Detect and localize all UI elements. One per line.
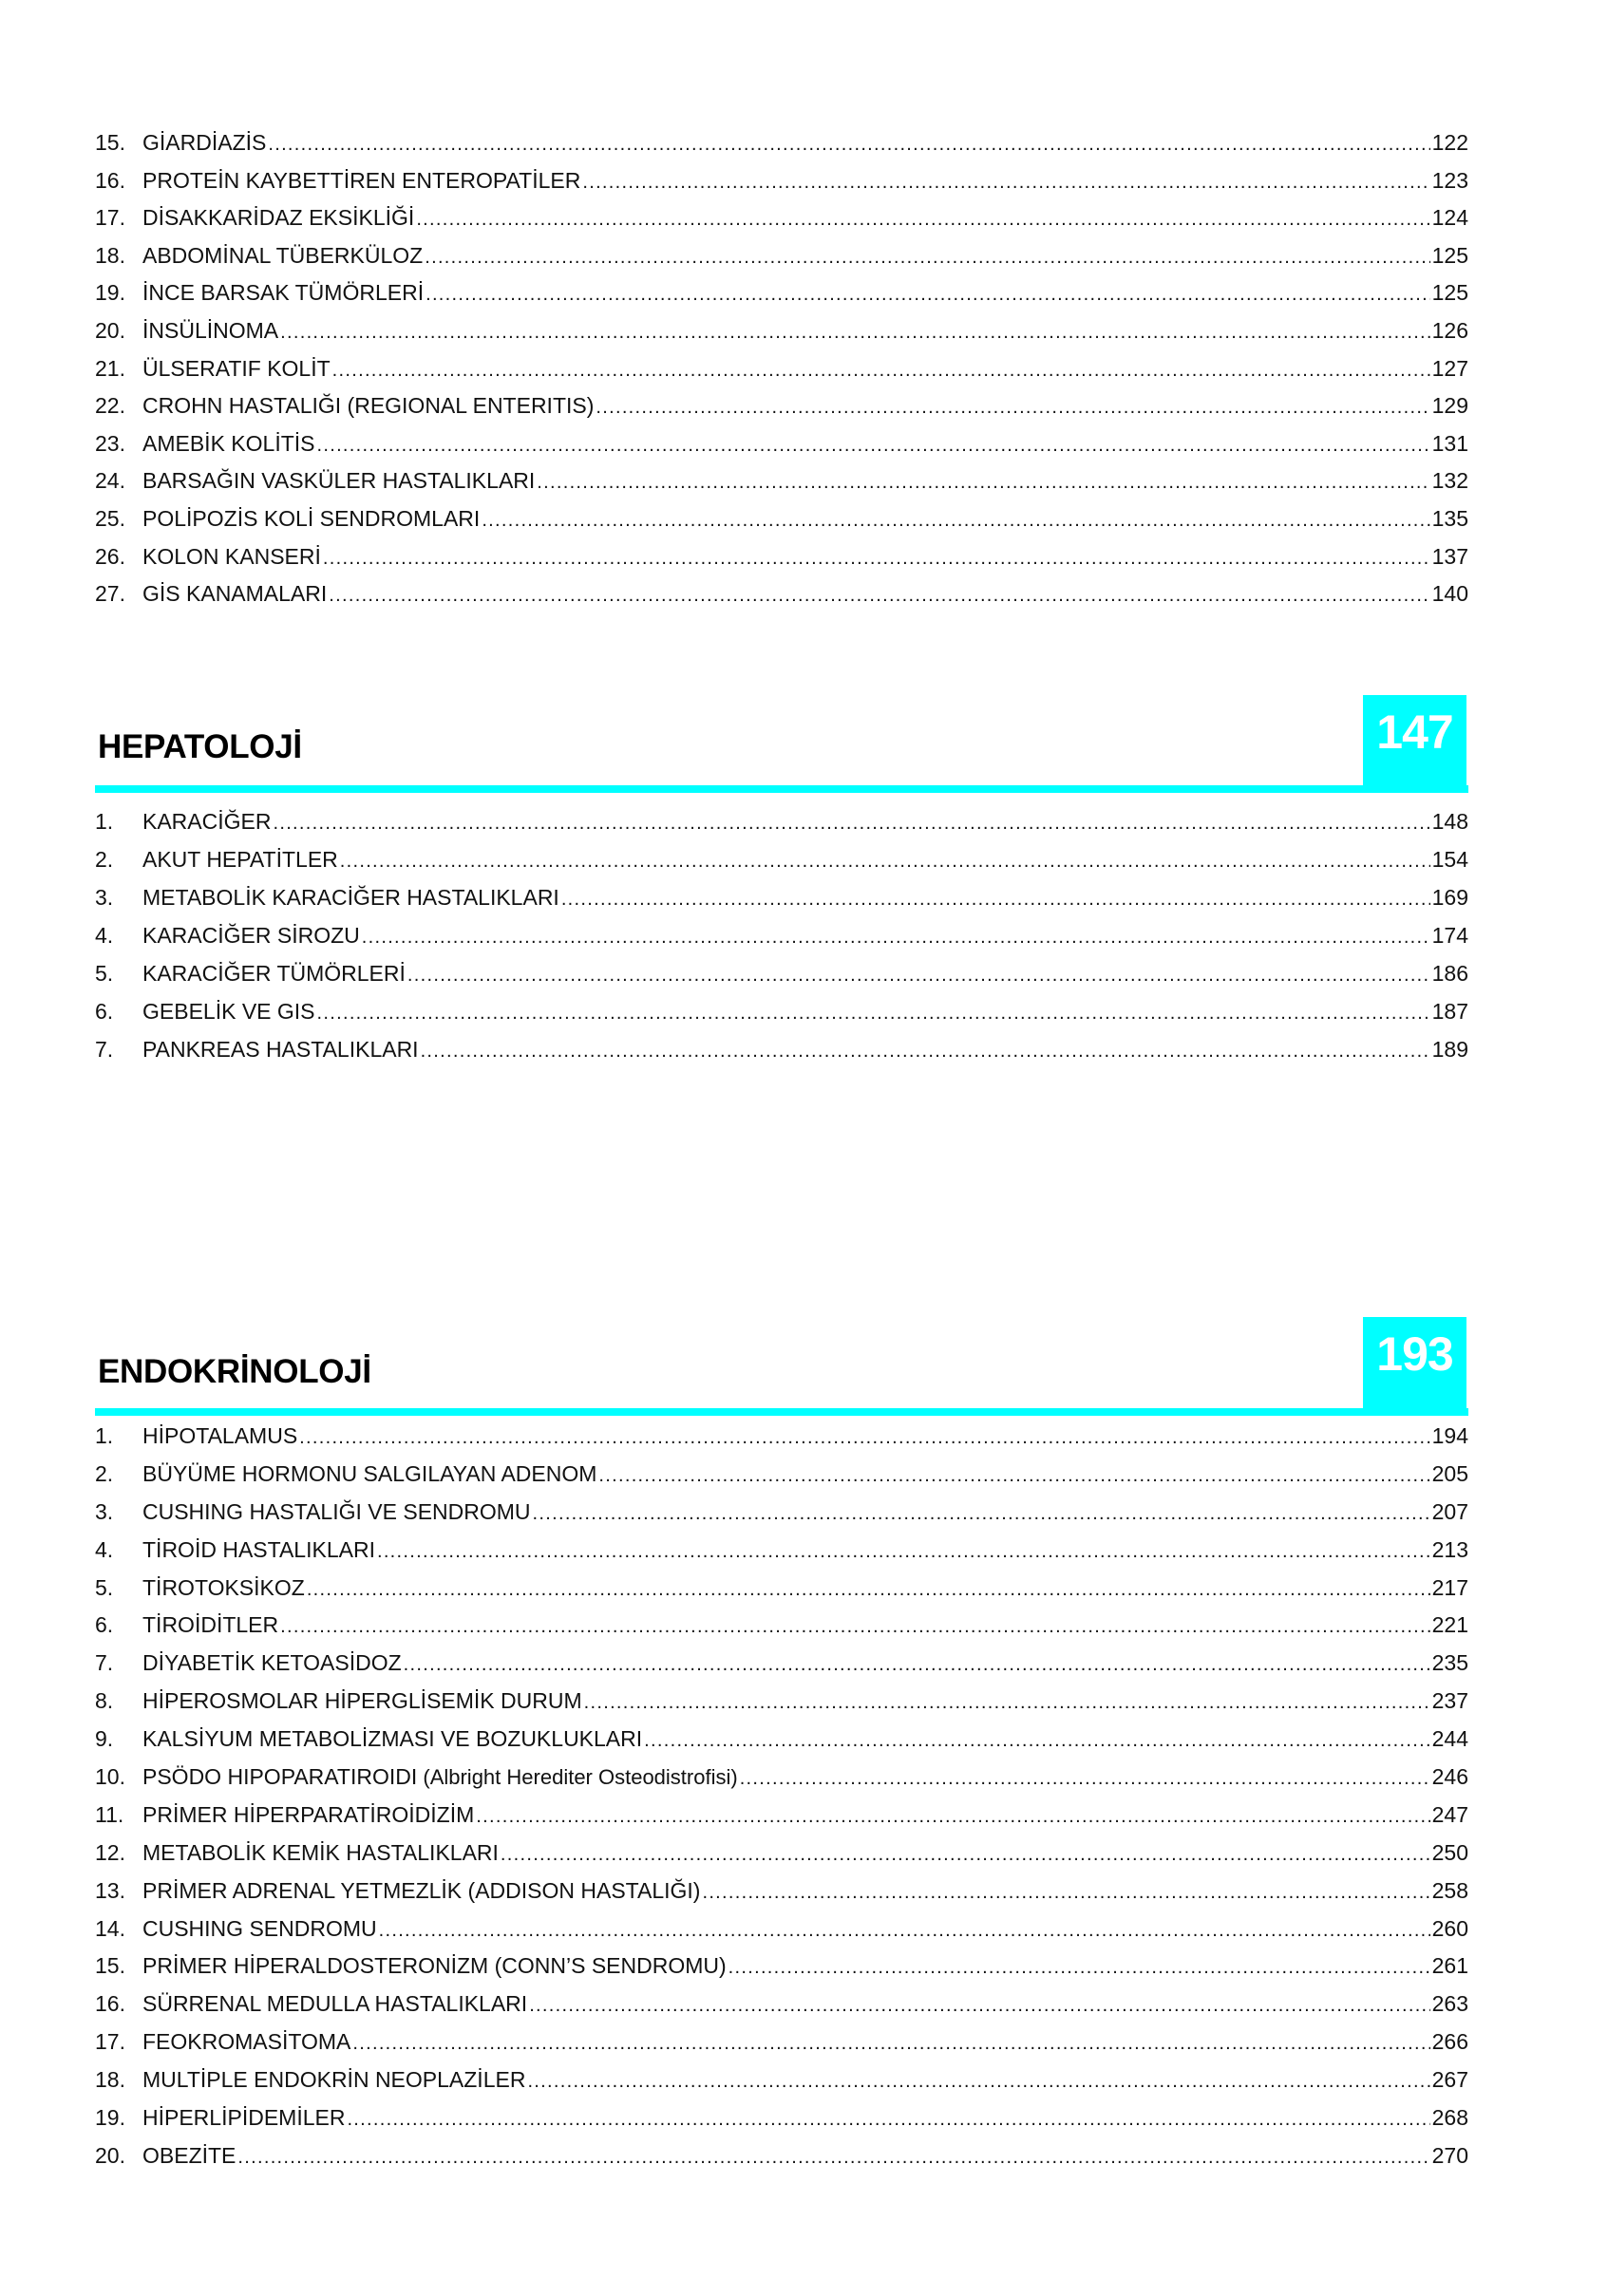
toc-entry[interactable] [95,878,1468,916]
dot-leader [280,1609,1430,1645]
dot-leader [482,502,1429,538]
entry-title-text: AKUT HEPATİTLER [142,847,338,872]
entry-page-number: 261 [1431,1953,1468,1979]
entry-page-number: 124 [1431,205,1468,231]
entry-number: 17. [95,2029,125,2055]
section-start-page-box [1363,695,1466,793]
entry-number: 5. [95,1574,114,1600]
dot-leader [527,2063,1429,2099]
section-start-page-number: 193 [1376,1327,1453,1381]
entry-title-text: OBEZİTE [142,2142,236,2168]
entry-title [142,350,331,388]
entry-page-number: 244 [1431,1726,1468,1752]
entry-number: 19. [95,280,125,306]
section-divider-bar [95,1408,1468,1416]
entry-page-number: 217 [1431,1574,1468,1600]
dot-leader [323,540,1430,576]
entry-title [142,1835,499,1873]
entry-title-text: HİPERLİPİDEMİLER [142,2105,346,2131]
entry-title [142,1607,278,1645]
entry-number: 1. [95,1423,114,1448]
entry-title [142,575,327,613]
entry-title-text: TİROTOKSİKOZ [142,1574,305,1600]
dot-leader [377,1534,1430,1570]
entry-page-number: 246 [1431,1764,1468,1790]
entry-number: 27. [95,581,125,607]
entry-title-text: PRİMER HİPERPARATİROİDİZİM [142,1801,475,1827]
entry-title [142,878,559,916]
dot-leader [237,2139,1429,2175]
toc-list-endokrinoloji [95,1418,1468,2175]
entry-page-number: 268 [1431,2105,1468,2131]
dot-leader [268,126,1429,162]
dot-leader [425,239,1429,275]
entry-number: 1. [95,809,114,834]
toc-entry[interactable] [95,802,1468,840]
entry-page-number: 122 [1431,130,1468,155]
toc-entry[interactable] [95,1759,1468,1797]
entry-title [142,1494,531,1532]
entry-title [142,2061,525,2099]
entry-title-text: BARSAĞIN VASKÜLER HASTALIKLARI [142,468,536,494]
entry-title-text: KARACİĞER TÜMÖRLERİ [142,961,406,986]
entry-page-number: 207 [1431,1498,1468,1524]
entry-page-number: 131 [1431,430,1468,456]
entry-title-text: SÜRRENAL MEDULLA HASTALIKLARI [142,1991,528,2017]
toc-entry[interactable] [95,199,1468,237]
toc-entry[interactable] [95,840,1468,878]
toc-entry[interactable] [95,1030,1468,1068]
section-divider-bar [95,785,1468,793]
entry-title-text: CUSHING SENDROMU [142,1915,377,1941]
entry-title [142,1759,738,1797]
section-title: HEPATOLOJİ [98,728,302,765]
dot-leader [740,1760,1430,1797]
toc-entry[interactable] [95,162,1468,200]
toc-entry[interactable] [95,1645,1468,1683]
toc-entry[interactable] [95,237,1468,275]
entry-page-number: 258 [1431,1877,1468,1903]
entry-page-number: 125 [1431,280,1468,306]
toc-entry[interactable] [95,575,1468,613]
entry-number: 16. [95,167,125,193]
entry-number: 21. [95,355,125,381]
entry-page-number: 148 [1431,809,1468,834]
entry-page-number: 194 [1431,1423,1468,1448]
entry-title-text: ÜLSERATIF KOLİT [142,355,331,381]
entry-title-text: GİS KANAMALARI [142,581,328,607]
entry-number: 8. [95,1688,114,1714]
entry-title [142,237,423,275]
dot-leader [299,1420,1429,1456]
entry-title [142,500,480,538]
toc-entry[interactable] [95,1985,1468,2023]
entry-title [142,312,278,350]
dot-leader [317,994,1430,1030]
toc-entry[interactable] [95,312,1468,350]
entry-number: 5. [95,961,114,986]
entry-number: 6. [95,1612,114,1638]
dot-leader [426,276,1430,312]
dot-leader [317,427,1430,463]
entry-number: 13. [95,1877,125,1903]
entry-number: 20. [95,2142,125,2168]
entry-number: 19. [95,2105,125,2131]
entry-number: 20. [95,317,125,343]
toc-entry[interactable] [95,1797,1468,1835]
dot-leader [596,389,1429,425]
entry-title [142,425,315,463]
dot-leader [273,804,1429,840]
entry-number: 10. [95,1764,125,1790]
entry-page-number: 186 [1431,961,1468,986]
entry-title [142,1985,527,2023]
entry-page-number: 140 [1431,581,1468,607]
entry-page-number: 270 [1431,2142,1468,2168]
entry-page-number: 135 [1431,505,1468,531]
entry-page-number: 260 [1431,1915,1468,1941]
entry-title-text: HİPOTALAMUS [142,1423,298,1448]
entry-title [142,1948,727,1985]
entry-page-number: 189 [1431,1037,1468,1062]
entry-number: 6. [95,999,114,1024]
entry-title-text: KALSİYUM METABOLİZMASI VE BOZUKLUKLARI [142,1726,643,1752]
entry-title-text: KARACİĞER [142,809,272,834]
entry-number: 9. [95,1726,114,1752]
entry-title-text: GEBELİK VE GIS [142,999,315,1024]
toc-entry[interactable] [95,1456,1468,1494]
entry-title [142,1532,375,1570]
entry-title-text: METABOLİK KEMİK HASTALIKLARI [142,1839,499,1865]
dot-leader [379,1912,1430,1948]
entry-page-number: 266 [1431,2029,1468,2055]
entry-number: 17. [95,205,125,231]
dot-leader [340,842,1430,878]
dot-leader [329,577,1429,613]
entry-title [142,954,406,992]
dot-leader [537,464,1429,500]
entry-title-text: PSÖDO HIPOPARATIROIDI [142,1764,418,1790]
dot-leader [529,1987,1429,2023]
entry-title [142,1797,474,1835]
entry-title [142,992,315,1030]
entry-title-text: PRİMER ADRENAL YETMEZLİK (ADDISON HASTALIĞI) [142,1877,701,1903]
toc-entry[interactable] [95,1607,1468,1645]
entry-page-number: 187 [1431,999,1468,1024]
entry-title [142,1873,700,1910]
entry-title-text: GİARDİAZİS [142,130,267,155]
entry-page-number: 250 [1431,1839,1468,1865]
entry-title [142,387,594,425]
toc-list-hepatoloji [95,802,1468,1068]
entry-number: 18. [95,2067,125,2093]
entry-title [142,538,321,576]
entry-page-number: 267 [1431,2067,1468,2093]
dot-leader [598,1458,1429,1494]
dot-leader [347,2101,1429,2137]
toc-entry[interactable] [95,1835,1468,1873]
toc-entry[interactable] [95,992,1468,1030]
toc-entry[interactable] [95,2099,1468,2137]
entry-title-text: AMEBİK KOLİTİS [142,430,315,456]
entry-title-text: MULTİPLE ENDOKRİN NEOPLAZİLER [142,2067,526,2093]
entry-page-number: 221 [1431,1612,1468,1638]
toc-entry[interactable] [95,1948,1468,1985]
section-title: ENDOKRİNOLOJİ [98,1353,371,1390]
entry-number: 4. [95,923,114,948]
dot-leader [582,164,1429,200]
entry-number: 2. [95,1460,114,1486]
entry-number: 3. [95,885,114,910]
entry-number: 7. [95,1037,114,1062]
entry-title [142,1030,419,1068]
entry-number: 11. [95,1801,124,1827]
toc-entry[interactable] [95,124,1468,162]
entry-number: 18. [95,242,125,268]
entry-title [142,162,580,200]
entry-title-text: METABOLİK KARACİĞER HASTALIKLARI [142,885,559,910]
entry-title-text: CROHN HASTALIĞI (REGIONAL ENTERITIS) [142,393,595,419]
entry-page-number: 125 [1431,242,1468,268]
entry-page-number: 154 [1431,847,1468,872]
entry-title-text: KOLON KANSERİ [142,543,321,569]
toc-entry[interactable] [95,387,1468,425]
dot-leader [416,201,1429,237]
entry-title-text: KARACİĞER SİROZU [142,923,360,948]
entry-number: 25. [95,505,125,531]
entry-number: 23. [95,430,125,456]
entry-number: 16. [95,1991,125,2017]
entry-number: 22. [95,393,125,419]
dot-leader [332,352,1430,388]
entry-title-text: DİSAKKARİDAZ EKSİKLİĞİ [142,205,415,231]
entry-page-number: 213 [1431,1536,1468,1562]
toc-entry[interactable] [95,1683,1468,1721]
toc-entry[interactable] [95,462,1468,500]
toc-list-gis-continued [95,124,1468,613]
dot-leader [404,1647,1430,1683]
entry-title [142,1910,377,1948]
section-start-page-number: 147 [1376,706,1453,759]
entry-title [142,1570,305,1608]
entry-title-text: ABDOMİNAL TÜBERKÜLOZ [142,242,424,268]
entry-title [142,1418,297,1456]
entry-title [142,1721,642,1759]
dot-leader [476,1798,1429,1835]
entry-title-text: PROTEİN KAYBETTİREN ENTEROPATİLER [142,167,581,193]
entry-number: 12. [95,1839,125,1865]
toc-entry[interactable] [95,274,1468,312]
entry-number: 26. [95,543,125,569]
entry-title [142,1456,596,1494]
entry-title [142,916,360,954]
entry-title [142,2023,350,2061]
toc-entry[interactable] [95,2023,1468,2061]
entry-page-number: 247 [1431,1801,1468,1827]
entry-number: 4. [95,1536,114,1562]
entry-title-text: BÜYÜME HORMONU SALGILAYAN ADENOM [142,1460,597,1486]
entry-title-text: DİYABETİK KETOASİDOZ [142,1650,402,1676]
dot-leader [702,1874,1429,1910]
entry-page-number: 129 [1431,393,1468,419]
entry-title [142,840,338,878]
toc-entry[interactable] [95,1570,1468,1608]
entry-number: 7. [95,1650,114,1676]
entry-page-number: 205 [1431,1460,1468,1486]
entry-title [142,1645,402,1683]
entry-page-number: 126 [1431,317,1468,343]
section-start-page-box [1363,1317,1466,1416]
toc-entry[interactable] [95,425,1468,463]
entry-page-number: 123 [1431,167,1468,193]
entry-title-text: CUSHING HASTALIĞI VE SENDROMU [142,1498,531,1524]
toc-entry[interactable] [95,1721,1468,1759]
toc-entry[interactable] [95,1873,1468,1910]
entry-title [142,802,271,840]
toc-entry[interactable] [95,1532,1468,1570]
entry-subtitle: (Albright Herediter Osteodistrofisi) [417,1765,738,1790]
entry-title-text: POLİPOZİS KOLİ SENDROMLARI [142,505,481,531]
entry-number: 15. [95,1953,125,1979]
dot-leader [561,880,1430,916]
entry-number: 3. [95,1498,114,1524]
entry-title-text: PRİMER HİPERALDOSTERONİZM (CONN’S SENDROMU) [142,1953,727,1979]
entry-title-text: İNCE BARSAK TÜMÖRLERİ [142,280,425,306]
dot-leader [644,1722,1429,1759]
dot-leader [533,1496,1430,1532]
dot-leader [307,1571,1430,1608]
entry-number: 14. [95,1915,125,1941]
entry-page-number: 132 [1431,468,1468,494]
dot-leader [407,956,1430,992]
entry-page-number: 237 [1431,1688,1468,1714]
entry-title-text: HİPEROSMOLAR HİPERGLİSEMİK DURUM [142,1688,582,1714]
entry-title [142,462,535,500]
toc-entry[interactable] [95,2137,1468,2175]
entry-title-text: FEOKROMASİTOMA [142,2029,351,2055]
toc-entry[interactable] [95,954,1468,992]
toc-entry[interactable] [95,916,1468,954]
toc-entry[interactable] [95,2061,1468,2099]
entry-title [142,199,414,237]
entry-page-number: 263 [1431,1991,1468,2017]
dot-leader [352,2025,1429,2061]
dot-leader [584,1684,1430,1721]
toc-entry[interactable] [95,350,1468,388]
entry-title-text: PANKREAS HASTALIKLARI [142,1037,419,1062]
dot-leader [421,1032,1430,1068]
entry-page-number: 169 [1431,885,1468,910]
entry-title-text: İNSÜLİNOMA [142,317,279,343]
toc-entry[interactable] [95,538,1468,576]
entry-title [142,1683,582,1721]
toc-entry[interactable] [95,1910,1468,1948]
dot-leader [362,918,1430,954]
entry-page-number: 127 [1431,355,1468,381]
entry-title [142,124,266,162]
dot-leader [501,1836,1430,1873]
toc-entry[interactable] [95,1494,1468,1532]
entry-number: 15. [95,130,125,155]
dot-leader [280,314,1429,350]
entry-title [142,2137,236,2175]
entry-number: 24. [95,468,125,494]
entry-page-number: 174 [1431,923,1468,948]
entry-title [142,2099,345,2137]
entry-page-number: 137 [1431,543,1468,569]
entry-title-text: TİROİDİTLER [142,1612,279,1638]
dot-leader [728,1949,1430,1985]
toc-entry[interactable] [95,1418,1468,1456]
entry-title [142,274,424,312]
entry-page-number: 235 [1431,1650,1468,1676]
entry-number: 2. [95,847,114,872]
entry-title-text: TİROİD HASTALIKLARI [142,1536,375,1562]
toc-entry[interactable] [95,500,1468,538]
